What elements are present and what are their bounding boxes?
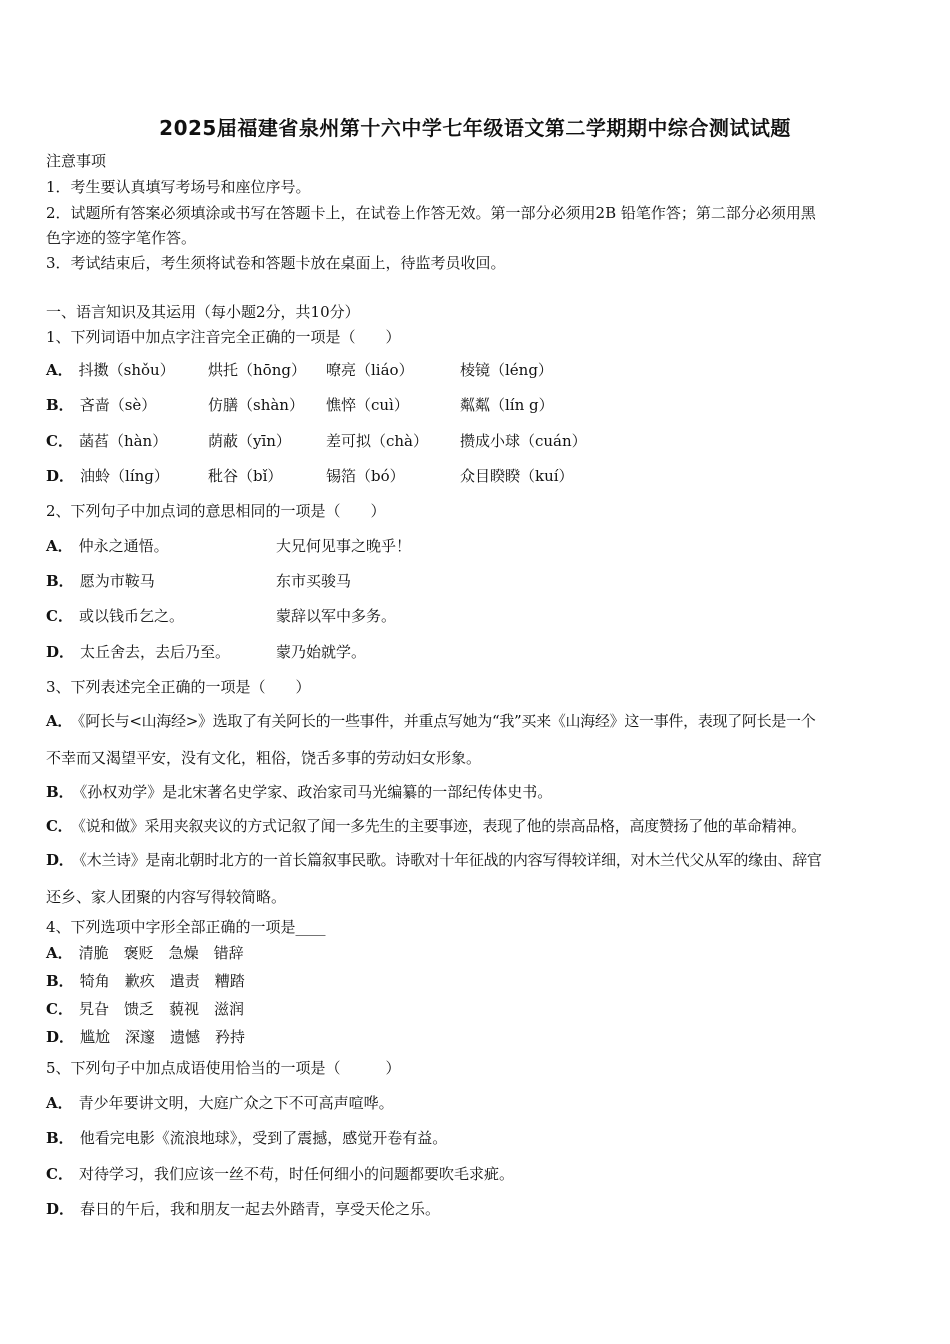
option-label: A． xyxy=(46,944,73,962)
option-label: B． xyxy=(46,396,74,414)
q3-option-c[interactable] xyxy=(46,817,806,835)
notice-item-3: 3．考试结束后，考生须将试卷和答题卡放在桌面上，待监考员收回。 xyxy=(46,254,506,272)
option-label: D． xyxy=(46,851,74,869)
option-label: D． xyxy=(46,643,75,661)
q1-a-word-1: 抖擞（shǒu） xyxy=(78,361,175,379)
option-label: B． xyxy=(46,972,74,990)
q2-c-left: 或以钱币乞之。 xyxy=(78,607,184,625)
notice-item-2-cont: 色字迹的签字笔作答。 xyxy=(46,229,197,247)
notice-item-2: 2．试题所有答案必须填涂或书写在答题卡上，在试卷上作答无效。第一部分必须用2B 铅笔作答；第二部分必须用黑 xyxy=(46,204,816,222)
q2-option-c[interactable] xyxy=(46,607,184,625)
q5-d-text: 春日的午后，我和朋友一起去外踏青，享受天伦之乐。 xyxy=(80,1200,441,1218)
option-label: C． xyxy=(46,1000,73,1018)
q2-b-right: 东市买骏马 xyxy=(276,572,352,590)
q2-stem: 2、下列句子中加点词的意思相同的一项是（ ） xyxy=(46,502,386,520)
option-label: B． xyxy=(46,783,74,801)
q1-c-word-3: 差可拟（chà） xyxy=(326,432,429,450)
q1-d-word-3: 锡箔（bó） xyxy=(326,467,405,485)
q1-c-word-4: 攒成小球（cuán） xyxy=(460,432,587,450)
q2-b-left: 愿为市鞍马 xyxy=(79,572,155,590)
notice-heading: 注意事项 xyxy=(46,152,107,170)
q3-option-d[interactable] xyxy=(46,851,822,869)
q4-b-text: 犄角 歉疚 遣责 糟踏 xyxy=(79,972,245,990)
q4-option-a[interactable] xyxy=(46,944,244,962)
notice-item-1: 1．考生要认真填写考场号和座位序号。 xyxy=(46,178,311,196)
q4-d-text: 尴尬 深邃 遗憾 矜持 xyxy=(80,1028,246,1046)
q2-c-right: 蒙辞以军中多务。 xyxy=(276,607,397,625)
q4-option-b[interactable] xyxy=(46,972,245,990)
q2-option-a[interactable] xyxy=(46,537,169,555)
option-label: C． xyxy=(46,817,73,835)
q4-option-d[interactable] xyxy=(46,1028,245,1046)
option-label: D． xyxy=(46,1028,75,1046)
option-label: B． xyxy=(46,572,74,590)
q3-c-text: 《说和做》采用夹叙夹议的方式记叙了闻一多先生的主要事迹，表现了他的崇高品格，高度赞扬了他的革命精神。 xyxy=(78,817,806,835)
q1-d-word-4: 众目睽睽（kuí） xyxy=(460,467,574,485)
q1-a-word-3: 嘹亮（liáo） xyxy=(326,361,414,379)
q1-option-a[interactable] xyxy=(46,361,175,379)
q1-a-word-4: 棱镜（léng） xyxy=(460,361,553,379)
q5-a-text: 青少年要讲文明，大庭广众之下不可高声喧哗。 xyxy=(78,1094,394,1112)
q1-d-word-1: 油蛉（línɡ） xyxy=(80,467,169,485)
q3-option-a[interactable] xyxy=(46,712,815,730)
option-label: A． xyxy=(46,712,73,730)
option-label: B． xyxy=(46,1129,74,1147)
q5-option-d[interactable] xyxy=(46,1200,440,1218)
q2-d-left: 太丘舍去，去后乃至。 xyxy=(80,643,231,661)
q2-option-b[interactable] xyxy=(46,572,155,590)
q4-c-text: 旯旮 馈乏 藐视 滋润 xyxy=(78,1000,244,1018)
option-label: A． xyxy=(46,1094,73,1112)
option-label: D． xyxy=(46,1200,75,1218)
q5-option-c[interactable] xyxy=(46,1165,514,1183)
option-label: C． xyxy=(46,607,73,625)
q4-option-c[interactable] xyxy=(46,1000,244,1018)
q3-d-text-cont: 还乡、家人团聚的内容写得较简略。 xyxy=(46,888,287,906)
option-label: C． xyxy=(46,1165,73,1183)
q1-b-word-4: 粼粼（lín g） xyxy=(460,396,554,414)
exam-title: 2025届福建省泉州第十六中学七年级语文第二学期期中综合测试试题 xyxy=(159,116,791,140)
q5-option-a[interactable] xyxy=(46,1094,394,1112)
option-label: D． xyxy=(46,467,75,485)
option-label: A． xyxy=(46,537,73,555)
q5-stem: 5、下列句子中加点成语使用恰当的一项是（ ） xyxy=(46,1059,401,1077)
q3-d-text: 《木兰诗》是南北朝时北方的一首长篇叙事民歌。诗歌对十年征战的内容写得较详细，对木兰代父从军的缘由、辞官 xyxy=(79,851,822,869)
q1-c-word-1: 菡萏（hàn） xyxy=(78,432,168,450)
section1-heading: 一、语言知识及其运用（每小题2分，共10分） xyxy=(46,303,360,321)
q3-stem: 3、下列表述完全正确的一项是（ ） xyxy=(46,678,311,696)
q1-option-b[interactable] xyxy=(46,396,156,414)
q1-b-word-1: 吝啬（sè） xyxy=(79,396,157,414)
q3-b-text: 《孙权劝学》是北宋著名史学家、政治家司马光编纂的一部纪传体史书。 xyxy=(79,783,553,801)
q4-a-text: 清脆 褒贬 急燥 错辞 xyxy=(78,944,244,962)
q2-a-left: 仲永之通悟。 xyxy=(78,537,169,555)
q2-a-right: 大兄何见事之晚乎！ xyxy=(276,537,412,555)
q1-option-c[interactable] xyxy=(46,432,167,450)
q1-option-d[interactable] xyxy=(46,467,169,485)
q5-b-text: 他看完电影《流浪地球》，受到了震撼，感觉开卷有益。 xyxy=(79,1129,448,1147)
q1-stem: 1、下列词语中加点字注音完全正确的一项是（ ） xyxy=(46,328,401,346)
q1-c-word-2: 荫蔽（yīn） xyxy=(208,432,291,450)
q4-stem: 4、下列选项中字形全部正确的一项是____ xyxy=(46,918,326,936)
q1-b-word-2: 仿膳（shàn） xyxy=(208,396,304,414)
q3-a-text: 《阿长与<山海经>》选取了有关阿长的一些事件，并重点写她为“我”买来《山海经》这一事件，表现了阿长是一个 xyxy=(78,712,816,730)
q1-d-word-2: 秕谷（bǐ） xyxy=(208,467,283,485)
q2-option-d[interactable] xyxy=(46,643,230,661)
q2-d-right: 蒙乃始就学。 xyxy=(276,643,367,661)
option-label: C． xyxy=(46,432,73,450)
q1-b-word-3: 憔悴（cuì） xyxy=(326,396,409,414)
q1-a-word-2: 烘托（hōng） xyxy=(208,361,306,379)
q3-a-text-cont: 不幸而又渴望平安，没有文化，粗俗，饶舌多事的劳动妇女形象。 xyxy=(46,749,482,767)
q5-option-b[interactable] xyxy=(46,1129,447,1147)
q3-option-b[interactable] xyxy=(46,783,552,801)
option-label: A． xyxy=(46,361,73,379)
q5-c-text: 对待学习，我们应该一丝不苟，时任何细小的问题都要吹毛求疵。 xyxy=(78,1165,514,1183)
